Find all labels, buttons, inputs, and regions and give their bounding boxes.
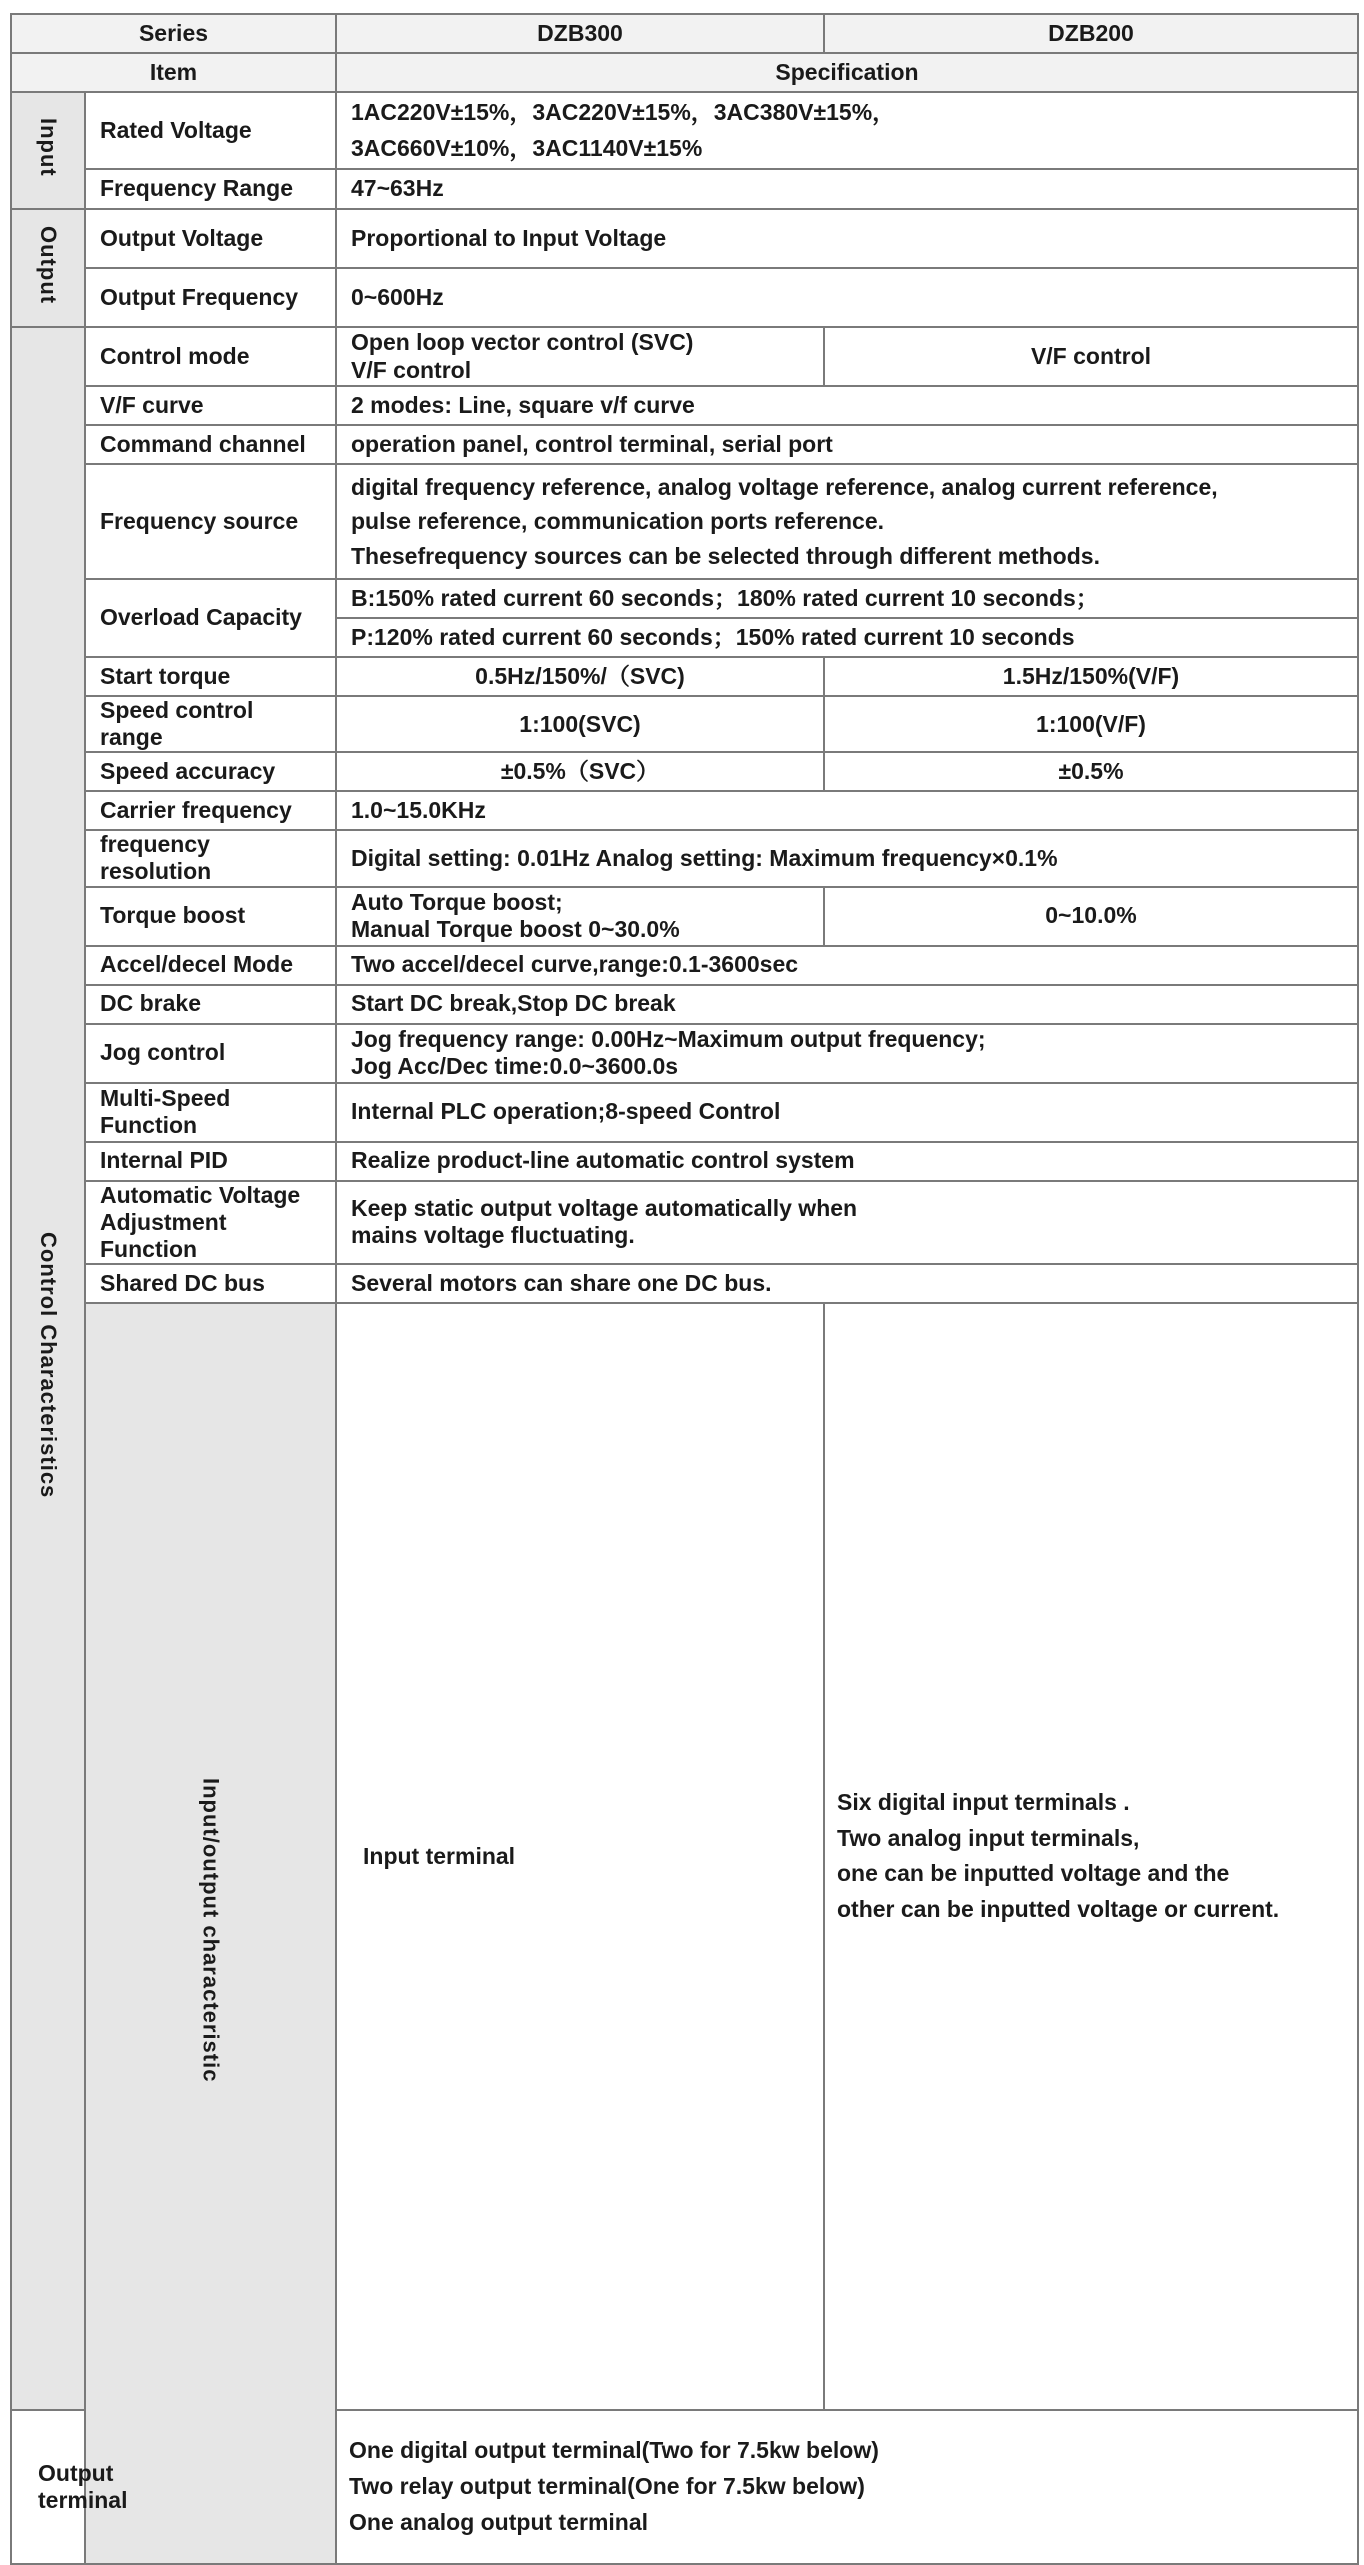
spec-internal-pid: Realize product-line automatic control system [336, 1142, 1358, 1181]
spec-line: Two relay output terminal(One for 7.5kw below) [349, 2472, 865, 2499]
row-torque-boost [11, 887, 1358, 946]
spec-line: Keep static output voltage automatically when [351, 1195, 858, 1222]
row-frequency-range [11, 169, 1358, 209]
group-input-label: Input [35, 118, 61, 177]
spec-frequency-source [336, 464, 1358, 579]
group-input [11, 92, 85, 209]
group-control-label: Control Characteristics [35, 1232, 61, 1499]
row-avr [11, 1181, 1358, 1264]
item-jog-control: Jog control [85, 1024, 336, 1083]
row-rated-voltage [11, 92, 1358, 169]
row-command-channel [11, 425, 1358, 464]
row-speed-accuracy [11, 752, 1358, 791]
item-line: Function [100, 1112, 198, 1138]
spec-command-channel: operation panel, control terminal, serial port [336, 425, 1358, 464]
row-carrier-frequency [11, 791, 1358, 830]
spec-output-voltage: Proportional to Input Voltage [336, 209, 1358, 268]
row-speed-control-range [11, 696, 1358, 752]
spec-line: digital frequency reference, analog voltage reference, analog current reference, [351, 473, 1218, 500]
item-vf-curve: V/F curve [85, 386, 336, 425]
item-output-voltage: Output Voltage [85, 209, 336, 268]
group-io [85, 1303, 336, 2564]
row-frequency-resolution [11, 830, 1358, 886]
spec-line: Jog frequency range: 0.00Hz~Maximum output frequency; [351, 1025, 986, 1052]
dzb200-column-header: DZB200 [824, 14, 1358, 53]
spec-input-terminal-dzb300 [824, 1303, 1358, 2410]
item-speed-control-range: Speed control range [85, 696, 336, 752]
spec-control-mode-dzb300 [336, 327, 824, 386]
spec-speed-control-range-dzb300: 1:100(SVC) [336, 696, 824, 752]
spec-frequency-resolution: Digital setting: 0.01Hz Analog setting: Maximum frequency×0.1% [336, 830, 1358, 886]
group-control [11, 327, 85, 2410]
header-row-item [11, 53, 1358, 92]
spec-line: Manual Torque boost 0~30.0% [351, 916, 680, 942]
item-start-torque: Start torque [85, 657, 336, 696]
spec-start-torque-dzb300: 0.5Hz/150%/（SVC) [336, 657, 824, 696]
item-internal-pid: Internal PID [85, 1142, 336, 1181]
spec-start-torque-dzb200: 1.5Hz/150%(V/F) [824, 657, 1358, 696]
item-multi-speed [85, 1083, 336, 1142]
spec-line: Six digital input terminals . [837, 1789, 1130, 1816]
row-output-voltage [11, 209, 1358, 268]
row-start-torque [11, 657, 1358, 696]
series-header: Series [11, 14, 336, 53]
spec-multi-speed: Internal PLC operation;8-speed Control [336, 1083, 1358, 1142]
row-output-frequency [11, 268, 1358, 327]
row-shared-dc-bus [11, 1264, 1358, 1303]
specification-table [10, 13, 1359, 2565]
spec-dc-brake: Start DC break,Stop DC break [336, 985, 1358, 1024]
item-line: Automatic Voltage [100, 1181, 301, 1208]
spec-overload-b: B:150% rated current 60 seconds；180% rated current 10 seconds； [336, 579, 1358, 618]
spec-speed-accuracy-dzb300: ±0.5%（SVC） [336, 752, 824, 791]
spec-line: V/F control [351, 356, 472, 383]
spec-line: Auto Torque boost; [351, 888, 563, 915]
item-line: Multi-Speed [100, 1084, 231, 1111]
item-carrier-frequency: Carrier frequency [85, 791, 336, 830]
spec-speed-accuracy-dzb200: ±0.5% [824, 752, 1358, 791]
spec-output-terminal [336, 2410, 1358, 2564]
item-frequency-resolution: frequency resolution [85, 830, 336, 886]
item-torque-boost: Torque boost [85, 887, 336, 946]
item-shared-dc-bus: Shared DC bus [85, 1264, 336, 1303]
spec-speed-control-range-dzb200: 1:100(V/F) [824, 696, 1358, 752]
row-multi-speed [11, 1083, 1358, 1142]
specification-header: Specification [336, 53, 1358, 92]
item-frequency-source: Frequency source [85, 464, 336, 579]
item-frequency-range: Frequency Range [85, 169, 336, 209]
row-frequency-source [11, 464, 1358, 579]
group-output-label: Output [35, 225, 61, 304]
spec-shared-dc-bus: Several motors can share one DC bus. [336, 1264, 1358, 1303]
spec-rated-voltage [336, 92, 1358, 169]
spec-line: Jog Acc/Dec time:0.0~3600.0s [351, 1053, 679, 1079]
spec-line: Two analog input terminals, [837, 1824, 1140, 1851]
item-command-channel: Command channel [85, 425, 336, 464]
spec-jog-control [336, 1024, 1358, 1083]
header-row-series [11, 14, 1358, 53]
item-header: Item [11, 53, 336, 92]
spec-frequency-range: 47~63Hz [336, 169, 1358, 209]
row-jog-control [11, 1024, 1358, 1083]
item-output-terminal: Output terminal [11, 2410, 85, 2564]
spec-line: pulse reference, communication ports reference. [351, 508, 885, 535]
item-dc-brake: DC brake [85, 985, 336, 1024]
spec-line: One digital output terminal(Two for 7.5kw below) [349, 2437, 879, 2464]
item-control-mode: Control mode [85, 327, 336, 386]
item-speed-accuracy: Speed accuracy [85, 752, 336, 791]
spec-torque-boost-dzb200: 0~10.0% [824, 887, 1358, 946]
spec-accel-decel: Two accel/decel curve,range:0.1-3600sec [336, 946, 1358, 985]
row-control-mode [11, 327, 1358, 386]
row-dc-brake [11, 985, 1358, 1024]
dzb300-column-header: DZB300 [336, 14, 824, 53]
spec-line: Open loop vector control (SVC) [351, 329, 694, 356]
row-internal-pid [11, 1142, 1358, 1181]
spec-line: 3AC660V±10%，3AC1140V±15% [351, 134, 703, 161]
row-overload-b [11, 579, 1358, 618]
spec-line: 1AC220V±15%，3AC220V±15%，3AC380V±15%， [351, 98, 896, 125]
spec-avr [336, 1181, 1358, 1264]
spec-line: one can be inputted voltage and the [837, 1860, 1230, 1887]
spec-line: Thesefrequency sources can be selected through different methods. [351, 542, 1100, 569]
spec-control-mode-dzb200: V/F control [824, 327, 1358, 386]
spec-vf-curve: 2 modes: Line, square v/f curve [336, 386, 1358, 425]
item-avr [85, 1181, 336, 1264]
row-accel-decel [11, 946, 1358, 985]
group-output [11, 209, 85, 327]
row-input-terminal [11, 1303, 1358, 2410]
spec-output-frequency: 0~600Hz [336, 268, 1358, 327]
item-line: Adjustment Function [100, 1208, 227, 1262]
item-output-frequency: Output Frequency [85, 268, 336, 327]
item-rated-voltage: Rated Voltage [85, 92, 336, 169]
spec-line: other can be inputted voltage or current. [837, 1895, 1280, 1922]
spec-line: mains voltage fluctuating. [351, 1222, 635, 1249]
item-accel-decel: Accel/decel Mode [85, 946, 336, 985]
item-input-terminal: Input terminal [336, 1303, 824, 2410]
item-overload-capacity: Overload Capacity [85, 579, 336, 657]
spec-carrier-frequency: 1.0~15.0KHz [336, 791, 1358, 830]
row-vf-curve [11, 386, 1358, 425]
spec-overload-p: P:120% rated current 60 seconds；150% rated current 10 seconds [336, 618, 1358, 657]
spec-line: One analog output terminal [349, 2508, 649, 2535]
group-io-label: Input/output characteristic [198, 1778, 224, 2083]
spec-torque-boost-dzb300 [336, 887, 824, 946]
